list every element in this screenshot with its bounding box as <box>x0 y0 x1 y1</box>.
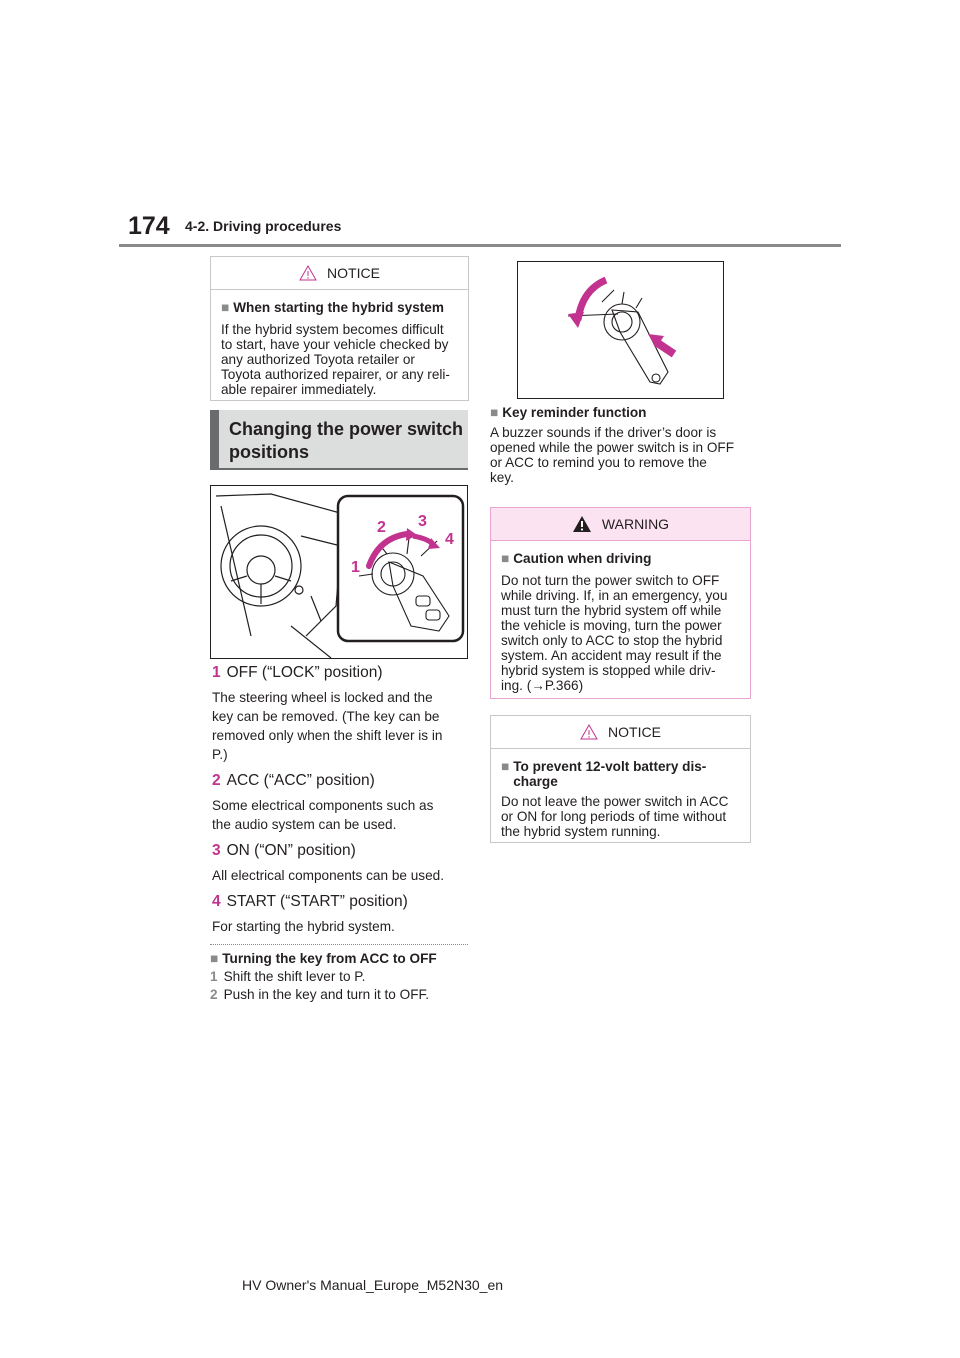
figure-power-switch <box>210 485 468 659</box>
warning-box <box>490 507 751 699</box>
callout-3: 3 <box>418 513 427 530</box>
notice-title: ■ To prevent 12-volt battery dis- charge <box>501 759 707 789</box>
page-number: 174 <box>128 212 170 240</box>
warning-triangle-icon <box>580 724 598 740</box>
position-item-start: 4 START (“START” position) <box>212 893 408 910</box>
warning-triangle-icon <box>299 265 317 281</box>
header-rule <box>119 244 841 247</box>
notice-line: the hybrid system running. <box>501 824 661 839</box>
notice-line: Do not leave the power switch in ACC <box>501 794 729 809</box>
notice-header <box>211 257 468 290</box>
warning-line: hybrid system is stopped while driv- <box>501 663 716 678</box>
notice-line: able repairer immediately. <box>221 382 377 397</box>
warning-line: must turn the hybrid system off while <box>501 603 722 618</box>
square-bullet-icon: ■ <box>210 951 219 966</box>
turning-key-section <box>210 951 470 1002</box>
notice-header-label: NOTICE <box>327 265 380 281</box>
notice-line: to start, have your vehicle checked by <box>221 337 449 352</box>
notice-box-starting <box>210 256 469 401</box>
notice-line: or ON for long periods of time without <box>501 809 727 824</box>
position-item-acc: 2 ACC (“ACC” position) <box>212 772 375 789</box>
warning-line: system. An accident may result if the <box>501 648 722 663</box>
notice-line: If the hybrid system becomes difficult <box>221 322 444 337</box>
warning-title: ■ Caution when driving <box>501 551 652 566</box>
figure-key-push-turn <box>517 261 724 399</box>
warning-triangle-icon <box>572 515 592 533</box>
warning-header-label: WARNING <box>601 516 670 532</box>
turning-key-title: ■ Turning the key from ACC to OFF <box>210 951 437 966</box>
key-reminder-title: ■ Key reminder function <box>490 405 647 420</box>
warning-line: the vehicle is moving, turn the power <box>501 618 722 633</box>
section-title: 4-2. Driving procedures <box>185 218 342 234</box>
notice-header-label: NOTICE <box>608 724 661 740</box>
warning-line: ing. (→P.366) <box>501 678 584 693</box>
key-turn-illustration <box>518 262 723 398</box>
footer-manual-id: HV Owner's Manual_Europe_M52N30_en <box>242 1277 504 1293</box>
turning-step: 2 Push in the key and turn it to OFF. <box>210 987 430 1002</box>
position-desc: All electrical components can be used. <box>212 868 444 883</box>
callout-1: 1 <box>351 559 360 576</box>
key-reminder-line: A buzzer sounds if the driver’s door is <box>490 425 717 440</box>
position-list <box>212 664 470 936</box>
steering-key-illustration <box>211 486 467 658</box>
warning-line: Do not turn the power switch to OFF <box>501 573 720 588</box>
position-item-on: 3 ON (“ON” position) <box>212 842 356 859</box>
position-desc: Some electrical components such as the audio system can be used. <box>212 798 434 832</box>
position-desc: For starting the hybrid system. <box>212 919 395 934</box>
square-bullet-icon: ■ <box>501 551 510 566</box>
notice-box-battery <box>490 715 751 843</box>
key-reminder-section <box>490 405 752 485</box>
notice-title: ■ When starting the hybrid system <box>221 300 444 315</box>
warning-line: switch only to ACC to stop the hybrid <box>501 633 723 648</box>
turning-step: 1 Shift the shift lever to P. <box>210 969 366 984</box>
key-reminder-line: or ACC to remind you to remove the <box>490 455 707 470</box>
square-bullet-icon: ■ <box>490 405 499 420</box>
section-heading-line: Changing the power switch <box>229 419 464 439</box>
notice-line: any authorized Toyota retailer or <box>221 352 415 367</box>
position-desc: The steering wheel is locked and the key can be removed. (The key can be removed only when the shift lever is in P.) <box>212 690 443 762</box>
square-bullet-icon: ■ <box>501 759 510 774</box>
callout-4: 4 <box>445 531 454 548</box>
key-reminder-line: key. <box>490 470 514 485</box>
key-reminder-line: opened while the power switch is in OFF <box>490 440 735 455</box>
notice-line: Toyota authorized repairer, or any reli- <box>221 367 450 382</box>
callout-2: 2 <box>377 519 386 536</box>
position-item-off: 1 OFF (“LOCK” position) <box>212 664 383 681</box>
square-bullet-icon: ■ <box>221 300 230 315</box>
warning-header <box>491 508 750 541</box>
section-heading <box>210 410 468 470</box>
warning-line: while driving. If, in an emergency, you <box>501 588 728 603</box>
subsection-rule <box>210 944 468 945</box>
section-heading-line: positions <box>229 442 309 462</box>
notice-header <box>491 716 750 749</box>
